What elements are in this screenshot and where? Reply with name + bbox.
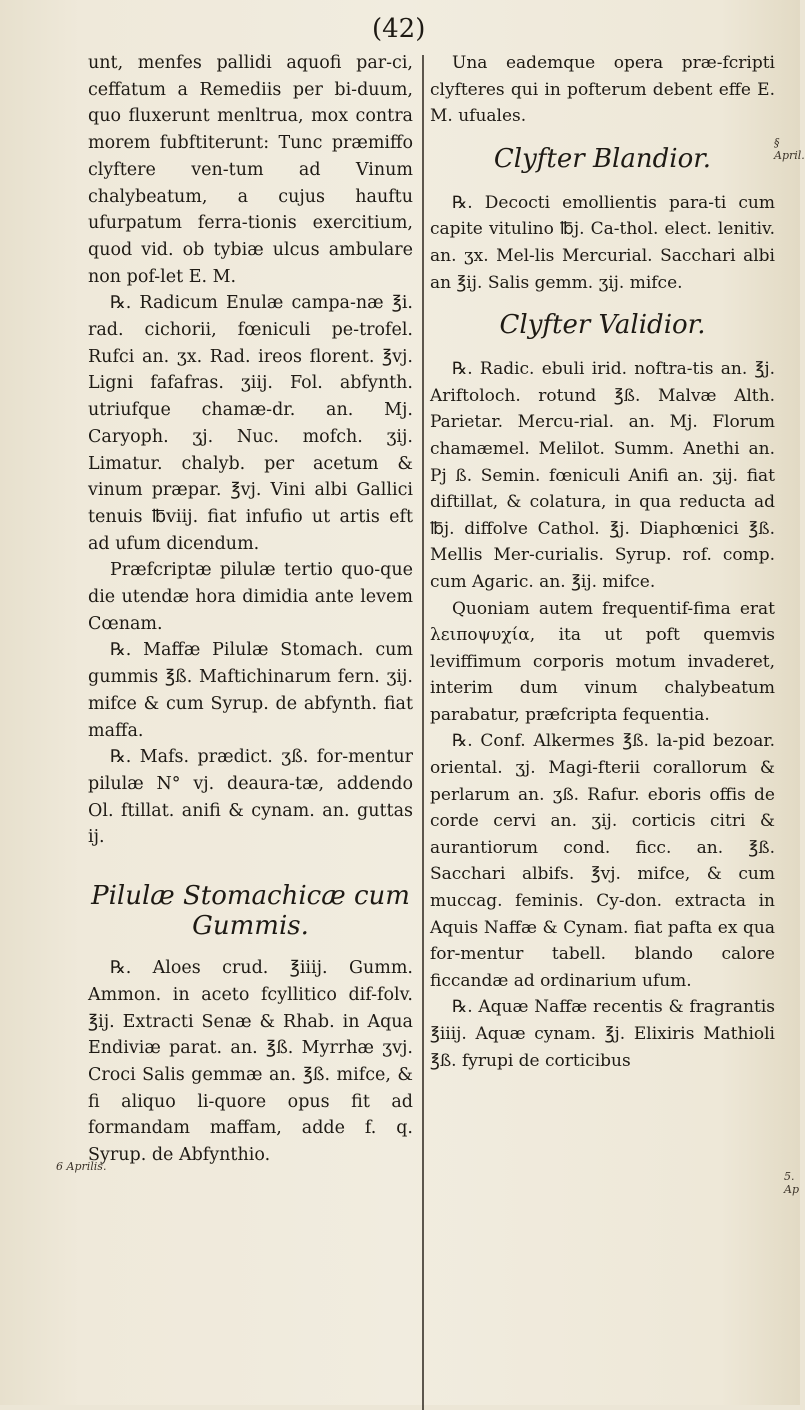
left-recipe-aloes: ℞. Aloes crud. ℥iiij. Gumm. Ammon. in aceto fcyllitico dif-folv. ℥ij. Extracti Senæ & Rhab. in Aqua Endiviæ parat. an. ℥ß. Myrrhæ ʒvj. Croci Salis gemmæ an. ℥ß. mifce, & fi aliquo li-quore opus fit ad formandam maffam, adde f. q. Syrup. de Abfynthio. <box>88 958 413 1166</box>
left-paragraph-1: unt, menfes pallidi aquofi par-ci, ceffatum a Remediis per bi-duum, quo fluxerunt menltrua, mox contra morem fubftiterunt: Tunc præmiffo clyftere ven-tum ad Vinum chalybeatum, a cujus hauftu ufurpatum ferra-tionis exercitium, quod vid. ob tybiæ ulcus ambulare non pof-let E. M. <box>88 53 413 287</box>
right-paragraph-1: Una eademque opera præ-fcripti clyfteres qui in pofterum debent effe E. M. ufuales. <box>430 53 775 127</box>
column-divider <box>422 55 424 1410</box>
right-recipe-alkermes: ℞. Conf. Alkermes ℥ß. la-pid bezoar. oriental. ʒj. Magi-fterii corallorum & perlarum an. ʒß. Rafur. eboris offis de corde cervi an. ʒij. corticis citri & aurantiorum cond. ficc. an. ℥ß. Sacchari albifs. ℥vj. mifce, & cum muccag. feminis. Cy-don. extracta in Aquis Naffæ & Cynam. fiat pafta ex qua for-mentur tabell. blando calore ficcandæ ad ordinarium ufum. <box>430 731 775 991</box>
spacer <box>88 851 413 875</box>
left-column <box>88 50 413 1169</box>
right-recipe-blandior: ℞. Decocti emollientis para-ti cum capite vitulino ℔j. Ca-thol. elect. lenitiv. an. ʒx. Mel-lis Mercurial. Sacchari albi an ℥ij. Salis gemm. ʒij. mifce. <box>430 192 775 293</box>
right-paragraph-quoniam: Quoniam autem frequentif-fima erat λειποψυχία, ita ut poft quemvis leviffimum corporis motum invaderet, interim dum vinum chalybeatum parabatur, præfcripta fequentia. <box>430 598 775 725</box>
margin-note-aprilis: 6 Aprilis. <box>56 1160 107 1173</box>
left-paragraph-pills: Præfcriptæ pilulæ tertio quo-que die utendæ hora dimidia ante levem Cœnam. <box>88 560 413 634</box>
heading-clyster-blandior: Clyfter Blandior. <box>493 143 712 174</box>
margin-note-april: § April. <box>774 136 805 162</box>
heading-clyster-validior: Clyfter Validior. <box>499 310 706 341</box>
left-recipe-infusion: ℞. Radicum Enulæ campa-næ ℥i. rad. cichorii, fœniculi pe-trofel. Rufci an. ʒx. Rad. ireos florent. ℥vj. Ligni fafafras. ʒiij. Fol. abfynth. utriufque chamæ-dr. an. Mj. Caryoph. ʒj. Nuc. mofch. ʒij. Limatur. chalyb. per acetum & vinum præpar. ℥vj. Vini albi Gallici tenuis ℔viij. fiat infufio ut artis eft ad ufum dicendum. <box>88 293 413 554</box>
right-recipe-aquae: ℞. Aquæ Naffæ recentis & fragrantis ℥iiij. Aquæ cynam. ℥j. Elixiris Mathioli ℥ß. fyrupi de corticibus <box>430 997 775 1071</box>
left-recipe-pilulae: ℞. Mafs. prædict. ʒß. for-mentur pilulæ N° vj. deaura-tæ, addendo Ol. ftillat. anifi & cynam. an. guttas ij. <box>88 747 413 848</box>
right-recipe-validior: ℞. Radic. ebuli irid. noftra-tis an. ℥j. Ariftoloch. rotund ℥ß. Malvæ Alth. Parietar. Mercu-rial. an. Mj. Florum chamæmel. Melilot. Summ. Anethi an. Pj ß. Semin. fœniculi Anifi an. ʒij. fiat diftillat, & colatura, in qua reducta ad ℔j. diffolve Cathol. ℥j. Diaphœnici ℥ß. Mellis Mer-curialis. Syrup. rof. comp. cum Agaric. an. ℥ij. mifce. <box>430 359 775 592</box>
left-recipe-massa: ℞. Maffæ Pilulæ Stomach. cum gummis ℥ß. Maftichinarum fern. ʒij. mifce & cum Syrup. de abfynth. fiat maffa. <box>88 640 413 741</box>
page-number: (42) <box>372 14 426 44</box>
heading-pilulae-stomachicae: Pilulæ Stomachicæ cum Gummis. <box>91 881 410 942</box>
right-column <box>430 50 775 1074</box>
margin-note-ap: 5. Ap <box>784 1170 799 1196</box>
